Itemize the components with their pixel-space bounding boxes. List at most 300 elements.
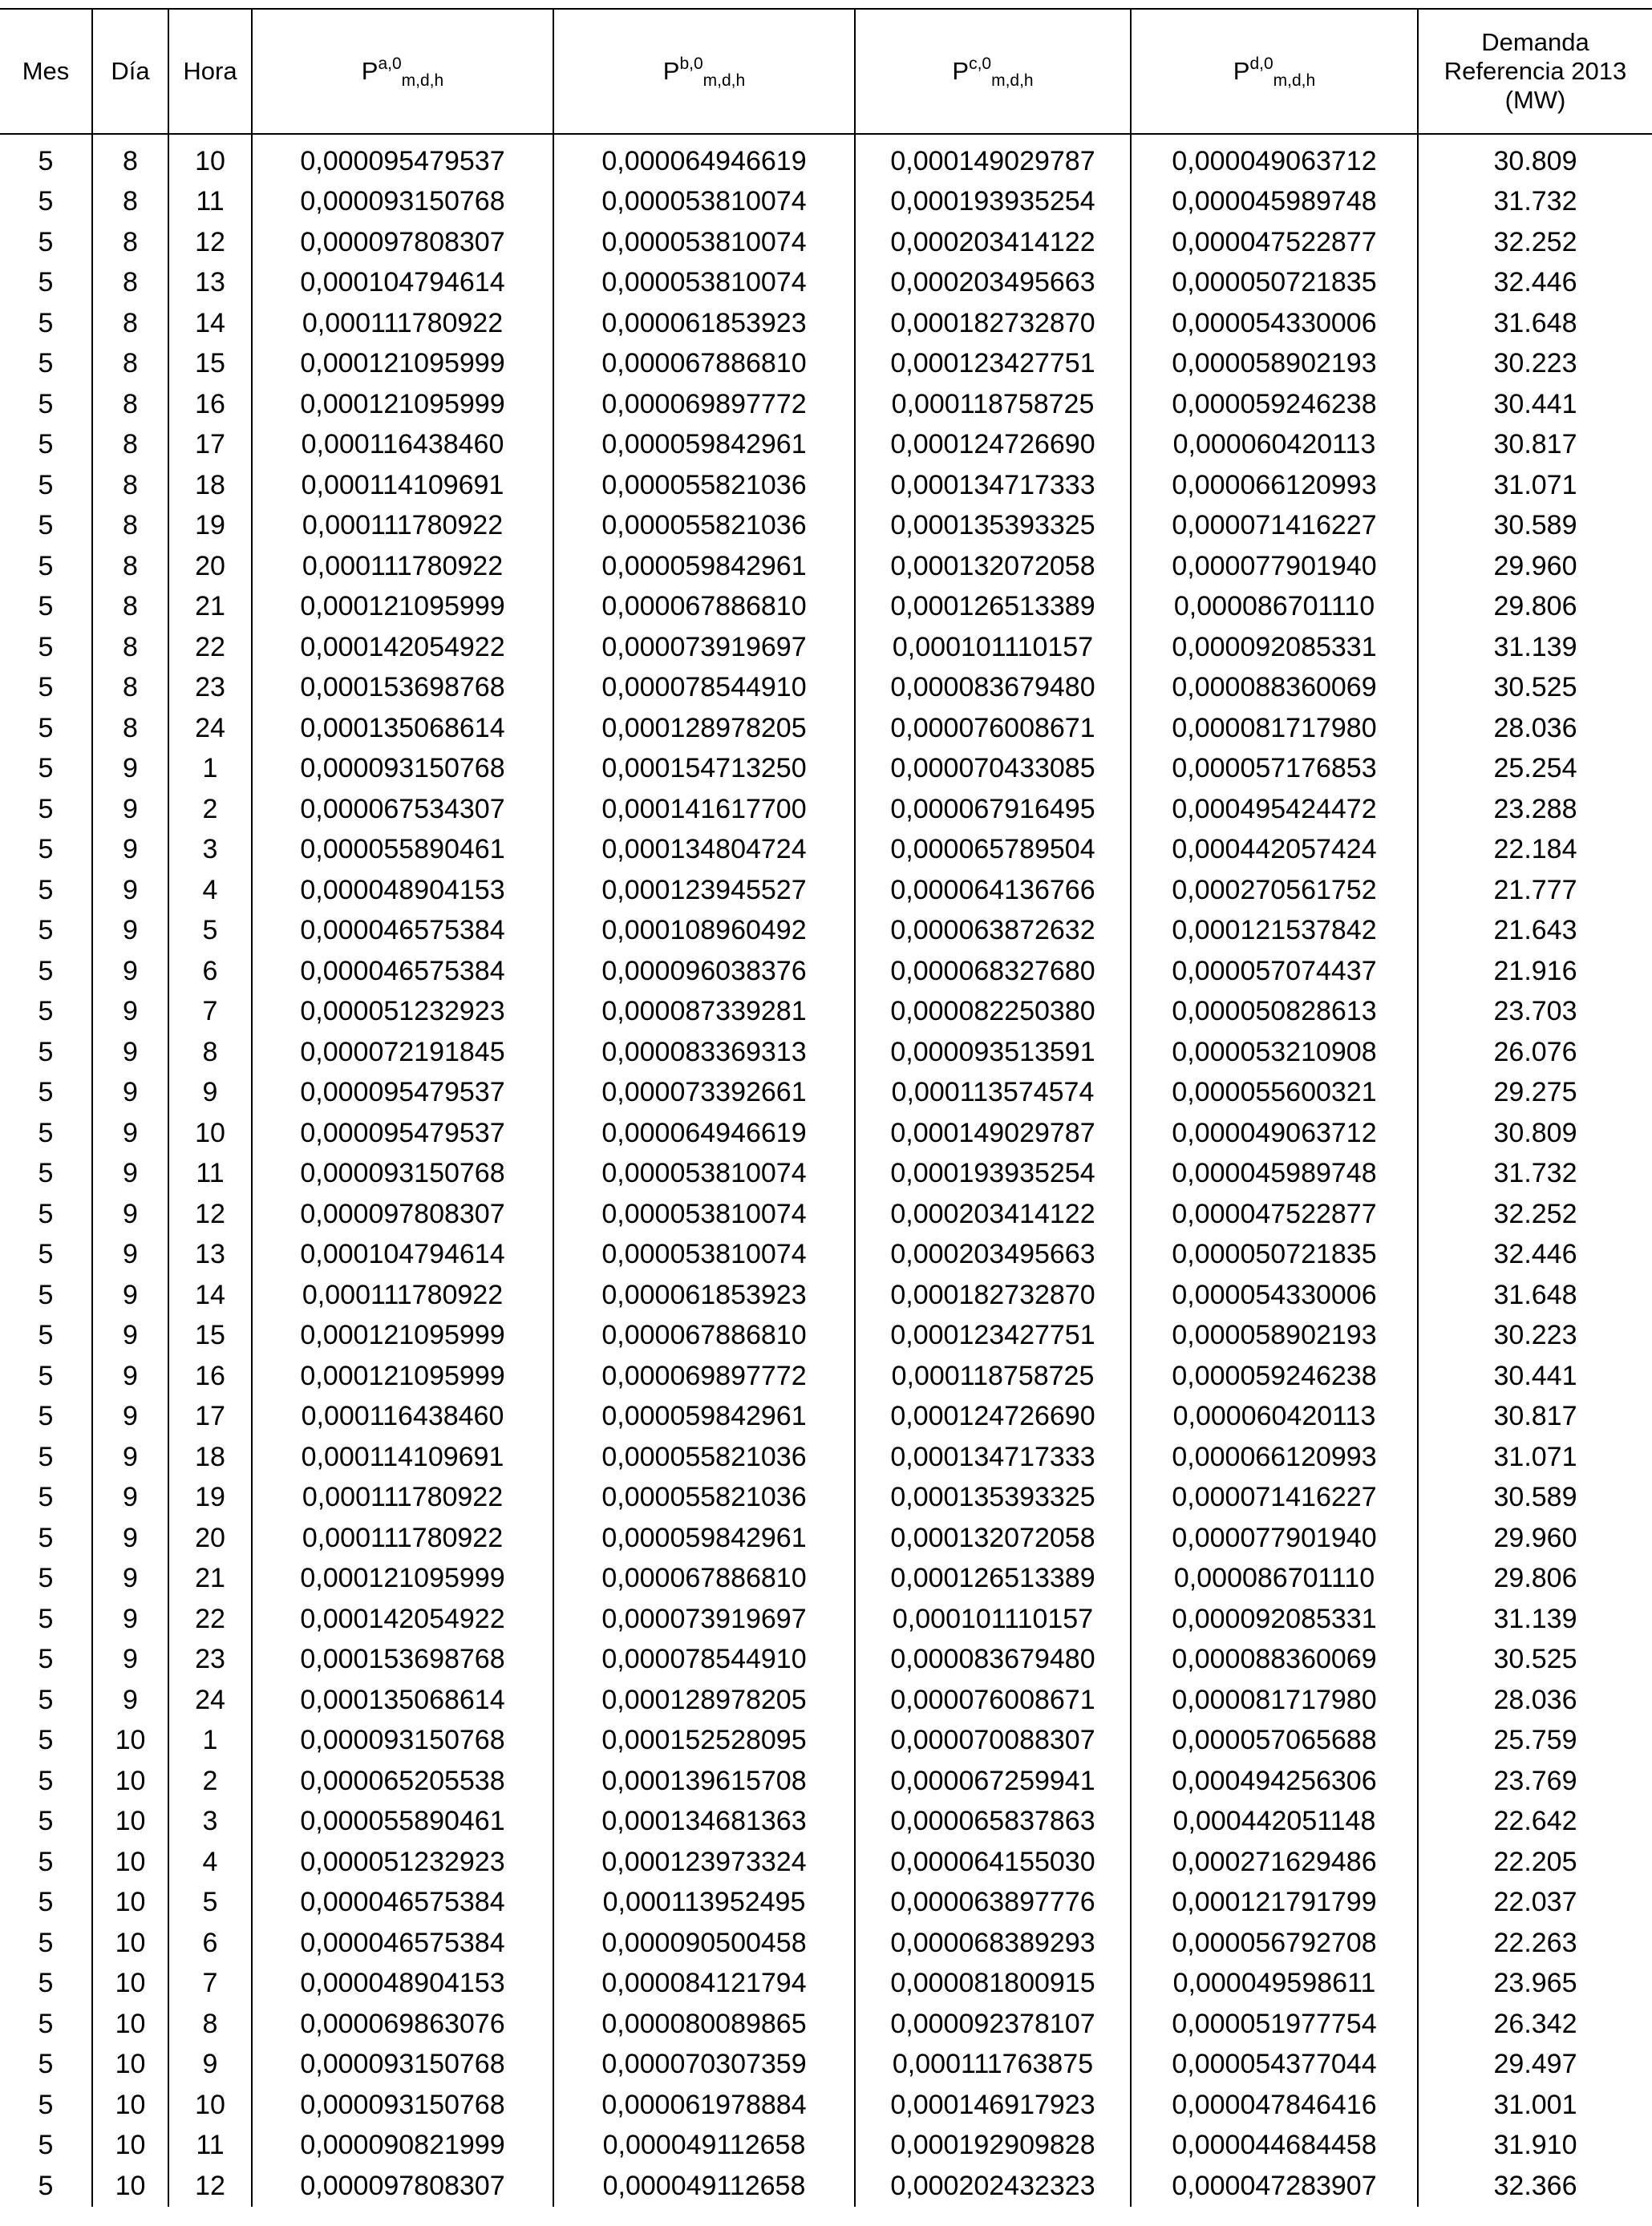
cell-pa: 0,000048904153 bbox=[252, 870, 553, 911]
cell-hora: 11 bbox=[168, 2126, 252, 2167]
cell-demanda: 31.071 bbox=[1418, 465, 1652, 506]
table-row bbox=[0, 749, 1652, 790]
cell-pb: 0,000134681363 bbox=[553, 1802, 855, 1843]
cell-hora: 12 bbox=[168, 2166, 252, 2207]
cell-dia: 9 bbox=[92, 1397, 168, 1438]
cell-demanda: 31.732 bbox=[1418, 182, 1652, 223]
cell-pb: 0,000087339281 bbox=[553, 992, 855, 1033]
cell-dia: 10 bbox=[92, 1883, 168, 1924]
cell-mes: 5 bbox=[38, 631, 54, 662]
cell-demanda: 32.252 bbox=[1418, 222, 1652, 263]
cell-demanda: 23.965 bbox=[1418, 1964, 1652, 2005]
cell-pd: 0,000071416227 bbox=[1131, 1478, 1418, 1519]
cell-hora: 15 bbox=[168, 1316, 252, 1357]
header-demanda bbox=[1418, 9, 1652, 134]
cell-dia: 8 bbox=[92, 222, 168, 263]
cell-pc: 0,000182732870 bbox=[855, 303, 1131, 344]
cell-pc: 0,000193935254 bbox=[855, 1154, 1131, 1195]
cell-pa: 0,000111780922 bbox=[252, 303, 553, 344]
cell-mes: 5 bbox=[38, 874, 54, 905]
cell-demanda: 30.441 bbox=[1418, 1356, 1652, 1397]
cell-demanda: 32.446 bbox=[1418, 1235, 1652, 1276]
cell-pc: 0,000203414122 bbox=[855, 1194, 1131, 1235]
table-row bbox=[0, 1356, 1652, 1397]
table-row bbox=[0, 465, 1652, 506]
cell-dia: 9 bbox=[92, 1275, 168, 1316]
cell-dia: 10 bbox=[92, 2166, 168, 2207]
cell-pb: 0,000073919697 bbox=[553, 627, 855, 668]
cell-demanda: 31.139 bbox=[1418, 1599, 1652, 1640]
cell-pb: 0,000055821036 bbox=[553, 1478, 855, 1519]
cell-dia: 8 bbox=[92, 627, 168, 668]
cell-mes: 5 bbox=[38, 469, 54, 500]
cell-pc: 0,000082250380 bbox=[855, 992, 1131, 1033]
cell-pc: 0,000081800915 bbox=[855, 1964, 1131, 2005]
table-row bbox=[0, 1883, 1652, 1924]
cell-demanda: 31.910 bbox=[1418, 2126, 1652, 2167]
cell-pb: 0,000055821036 bbox=[553, 465, 855, 506]
cell-pa: 0,000046575384 bbox=[252, 1883, 553, 1924]
header-row bbox=[0, 9, 1652, 134]
cell-pa: 0,000093150768 bbox=[252, 182, 553, 223]
cell-demanda: 23.703 bbox=[1418, 992, 1652, 1033]
cell-mes: 5 bbox=[38, 307, 54, 338]
cell-pa: 0,000111780922 bbox=[252, 546, 553, 587]
cell-pa: 0,000142054922 bbox=[252, 627, 553, 668]
cell-pd: 0,000442057424 bbox=[1131, 830, 1418, 871]
cell-pc: 0,000068327680 bbox=[855, 951, 1131, 992]
cell-hora: 12 bbox=[168, 222, 252, 263]
cell-pd: 0,000121537842 bbox=[1131, 911, 1418, 952]
table-row bbox=[0, 1275, 1652, 1316]
header-pc-base: P bbox=[952, 57, 970, 85]
cell-pa: 0,000048904153 bbox=[252, 1964, 553, 2005]
table-row bbox=[0, 992, 1652, 1033]
cell-mes: 5 bbox=[38, 2008, 54, 2039]
cell-pc: 0,000126513389 bbox=[855, 587, 1131, 628]
cell-hora: 11 bbox=[168, 182, 252, 223]
table-row bbox=[0, 1437, 1652, 1478]
cell-mes: 5 bbox=[38, 1482, 54, 1513]
header-pc-sub: m,d,h bbox=[991, 71, 1034, 90]
cell-pb: 0,000128978205 bbox=[553, 708, 855, 749]
cell-pc: 0,000123427751 bbox=[855, 1316, 1131, 1357]
cell-demanda: 29.275 bbox=[1418, 1073, 1652, 1114]
cell-pa: 0,000046575384 bbox=[252, 911, 553, 952]
cell-dia: 10 bbox=[92, 2004, 168, 2045]
cell-pc: 0,000203495663 bbox=[855, 1235, 1131, 1276]
table-row bbox=[0, 2085, 1652, 2126]
cell-dia: 9 bbox=[92, 1032, 168, 1073]
cell-pc: 0,000202432323 bbox=[855, 2166, 1131, 2207]
cell-demanda: 30.223 bbox=[1418, 344, 1652, 385]
cell-pa: 0,000046575384 bbox=[252, 951, 553, 992]
cell-pd: 0,000060420113 bbox=[1131, 1397, 1418, 1438]
cell-pa: 0,000121095999 bbox=[252, 1316, 553, 1357]
cell-mes: 5 bbox=[38, 2089, 54, 2120]
cell-pa: 0,000153698768 bbox=[252, 1640, 553, 1681]
cell-dia: 9 bbox=[92, 992, 168, 1033]
cell-hora: 17 bbox=[168, 1397, 252, 1438]
cell-pd: 0,000495424472 bbox=[1131, 789, 1418, 830]
cell-demanda: 31.071 bbox=[1418, 1437, 1652, 1478]
cell-pd: 0,000077901940 bbox=[1131, 546, 1418, 587]
cell-pc: 0,000083679480 bbox=[855, 1640, 1131, 1681]
cell-pc: 0,000113574574 bbox=[855, 1073, 1131, 1114]
cell-dia: 9 bbox=[92, 1154, 168, 1195]
cell-pb: 0,000067886810 bbox=[553, 1559, 855, 1600]
cell-dia: 10 bbox=[92, 1842, 168, 1883]
cell-pc: 0,000132072058 bbox=[855, 546, 1131, 587]
cell-pd: 0,000086701110 bbox=[1131, 587, 1418, 628]
cell-dia: 10 bbox=[92, 2045, 168, 2086]
cell-dia: 9 bbox=[92, 1316, 168, 1357]
cell-demanda: 22.205 bbox=[1418, 1842, 1652, 1883]
cell-demanda: 22.184 bbox=[1418, 830, 1652, 871]
header-mes: Mes bbox=[0, 9, 92, 134]
cell-hora: 24 bbox=[168, 1680, 252, 1721]
cell-dia: 10 bbox=[92, 1923, 168, 1964]
cell-pa: 0,000090821999 bbox=[252, 2126, 553, 2167]
cell-dia: 8 bbox=[92, 708, 168, 749]
cell-pa: 0,000142054922 bbox=[252, 1599, 553, 1640]
cell-hora: 22 bbox=[168, 1599, 252, 1640]
cell-pc: 0,000065837863 bbox=[855, 1802, 1131, 1843]
cell-pa: 0,000093150768 bbox=[252, 749, 553, 790]
table-row bbox=[0, 1478, 1652, 1519]
cell-mes: 5 bbox=[38, 388, 54, 419]
cell-dia: 8 bbox=[92, 134, 168, 182]
cell-pd: 0,000077901940 bbox=[1131, 1518, 1418, 1559]
cell-mes: 5 bbox=[38, 834, 54, 865]
cell-demanda: 30.589 bbox=[1418, 1478, 1652, 1519]
cell-demanda: 29.960 bbox=[1418, 546, 1652, 587]
table-row bbox=[0, 344, 1652, 385]
cell-mes: 5 bbox=[38, 955, 54, 986]
cell-dia: 9 bbox=[92, 1113, 168, 1154]
cell-pd: 0,000045989748 bbox=[1131, 182, 1418, 223]
table-row bbox=[0, 627, 1652, 668]
table-row bbox=[0, 1599, 1652, 1640]
table-row bbox=[0, 1923, 1652, 1964]
cell-dia: 8 bbox=[92, 344, 168, 385]
table-row bbox=[0, 708, 1652, 749]
table-row bbox=[0, 2166, 1652, 2207]
cell-pc: 0,000065789504 bbox=[855, 830, 1131, 871]
cell-demanda: 28.036 bbox=[1418, 1680, 1652, 1721]
cell-pb: 0,000084121794 bbox=[553, 1964, 855, 2005]
cell-dia: 8 bbox=[92, 546, 168, 587]
cell-pb: 0,000064946619 bbox=[553, 1113, 855, 1154]
cell-hora: 8 bbox=[168, 2004, 252, 2045]
cell-pd: 0,000057065688 bbox=[1131, 1721, 1418, 1762]
cell-pa: 0,000055890461 bbox=[252, 830, 553, 871]
cell-demanda: 31.732 bbox=[1418, 1154, 1652, 1195]
table-body bbox=[0, 134, 1652, 2207]
cell-mes: 5 bbox=[38, 1077, 54, 1108]
cell-pb: 0,000083369313 bbox=[553, 1032, 855, 1073]
cell-hora: 3 bbox=[168, 1802, 252, 1843]
cell-pa: 0,000104794614 bbox=[252, 263, 553, 304]
cell-mes: 5 bbox=[38, 793, 54, 824]
table-row bbox=[0, 870, 1652, 911]
cell-mes: 5 bbox=[38, 1684, 54, 1715]
cell-pc: 0,000063872632 bbox=[855, 911, 1131, 952]
cell-mes: 5 bbox=[38, 1401, 54, 1432]
cell-pb: 0,000139615708 bbox=[553, 1761, 855, 1802]
cell-demanda: 30.817 bbox=[1418, 1397, 1652, 1438]
cell-hora: 20 bbox=[168, 1518, 252, 1559]
cell-pd: 0,000047283907 bbox=[1131, 2166, 1418, 2207]
cell-dia: 9 bbox=[92, 789, 168, 830]
cell-demanda: 31.648 bbox=[1418, 1275, 1652, 1316]
cell-pc: 0,000111763875 bbox=[855, 2045, 1131, 2086]
cell-hora: 23 bbox=[168, 1640, 252, 1681]
cell-hora: 1 bbox=[168, 749, 252, 790]
cell-pc: 0,000134717333 bbox=[855, 465, 1131, 506]
cell-pa: 0,000093150768 bbox=[252, 2085, 553, 2126]
cell-pb: 0,000059842961 bbox=[553, 425, 855, 466]
cell-pb: 0,000055821036 bbox=[553, 1437, 855, 1478]
table-row bbox=[0, 1113, 1652, 1154]
cell-pd: 0,000086701110 bbox=[1131, 1559, 1418, 1600]
cell-hora: 14 bbox=[168, 1275, 252, 1316]
cell-pd: 0,000047522877 bbox=[1131, 222, 1418, 263]
cell-dia: 9 bbox=[92, 911, 168, 952]
cell-hora: 15 bbox=[168, 344, 252, 385]
cell-pb: 0,000090500458 bbox=[553, 1923, 855, 1964]
cell-pc: 0,000203414122 bbox=[855, 222, 1131, 263]
cell-hora: 12 bbox=[168, 1194, 252, 1235]
cell-demanda: 25.759 bbox=[1418, 1721, 1652, 1762]
cell-demanda: 21.777 bbox=[1418, 870, 1652, 911]
cell-pd: 0,000081717980 bbox=[1131, 1680, 1418, 1721]
cell-hora: 23 bbox=[168, 668, 252, 709]
cell-pc: 0,000070088307 bbox=[855, 1721, 1131, 1762]
cell-hora: 22 bbox=[168, 627, 252, 668]
cell-demanda: 32.252 bbox=[1418, 1194, 1652, 1235]
cell-pa: 0,000111780922 bbox=[252, 1275, 553, 1316]
cell-demanda: 30.809 bbox=[1418, 134, 1652, 182]
cell-mes: 5 bbox=[38, 1846, 54, 1877]
header-pa-sup: a,0 bbox=[378, 55, 402, 73]
cell-pd: 0,000270561752 bbox=[1131, 870, 1418, 911]
data-table bbox=[0, 8, 1652, 2207]
cell-hora: 18 bbox=[168, 1437, 252, 1478]
cell-pd: 0,000050828613 bbox=[1131, 992, 1418, 1033]
table-row bbox=[0, 1032, 1652, 1073]
table-row bbox=[0, 182, 1652, 223]
cell-dia: 10 bbox=[92, 1964, 168, 2005]
cell-mes: 5 bbox=[38, 186, 54, 217]
cell-pa: 0,000051232923 bbox=[252, 1842, 553, 1883]
cell-pc: 0,000126513389 bbox=[855, 1559, 1131, 1600]
cell-mes: 5 bbox=[38, 1360, 54, 1391]
cell-hora: 3 bbox=[168, 830, 252, 871]
cell-hora: 6 bbox=[168, 951, 252, 992]
cell-pd: 0,000050721835 bbox=[1131, 263, 1418, 304]
cell-demanda: 22.642 bbox=[1418, 1802, 1652, 1843]
cell-mes: 5 bbox=[38, 267, 54, 298]
cell-pb: 0,000152528095 bbox=[553, 1721, 855, 1762]
cell-pd: 0,000058902193 bbox=[1131, 344, 1418, 385]
cell-pb: 0,000059842961 bbox=[553, 1518, 855, 1559]
table-row bbox=[0, 425, 1652, 466]
cell-pa: 0,000135068614 bbox=[252, 1680, 553, 1721]
cell-pc: 0,000135393325 bbox=[855, 506, 1131, 547]
cell-demanda: 22.263 bbox=[1418, 1923, 1652, 1964]
cell-hora: 1 bbox=[168, 1721, 252, 1762]
cell-pd: 0,000047522877 bbox=[1131, 1194, 1418, 1235]
cell-pc: 0,000063897776 bbox=[855, 1883, 1131, 1924]
cell-hora: 19 bbox=[168, 506, 252, 547]
cell-dia: 9 bbox=[92, 830, 168, 871]
header-pd-sub: m,d,h bbox=[1273, 71, 1316, 90]
cell-pc: 0,000083679480 bbox=[855, 668, 1131, 709]
cell-pb: 0,000053810074 bbox=[553, 1154, 855, 1195]
cell-pb: 0,000070307359 bbox=[553, 2045, 855, 2086]
cell-pc: 0,000149029787 bbox=[855, 1113, 1131, 1154]
cell-pb: 0,000067886810 bbox=[553, 1316, 855, 1357]
cell-demanda: 30.441 bbox=[1418, 384, 1652, 425]
cell-hora: 9 bbox=[168, 2045, 252, 2086]
cell-pc: 0,000124726690 bbox=[855, 425, 1131, 466]
cell-pb: 0,000053810074 bbox=[553, 222, 855, 263]
table-row bbox=[0, 384, 1652, 425]
cell-dia: 9 bbox=[92, 870, 168, 911]
cell-hora: 10 bbox=[168, 2085, 252, 2126]
cell-pc: 0,000146917923 bbox=[855, 2085, 1131, 2126]
table-row bbox=[0, 951, 1652, 992]
cell-pa: 0,000093150768 bbox=[252, 1721, 553, 1762]
table-row bbox=[0, 2004, 1652, 2045]
cell-pa: 0,000135068614 bbox=[252, 708, 553, 749]
cell-pa: 0,000055890461 bbox=[252, 1802, 553, 1843]
cell-pc: 0,000067259941 bbox=[855, 1761, 1131, 1802]
cell-pd: 0,000049598611 bbox=[1131, 1964, 1418, 2005]
cell-pa: 0,000114109691 bbox=[252, 465, 553, 506]
cell-demanda: 29.806 bbox=[1418, 587, 1652, 628]
cell-pb: 0,000059842961 bbox=[553, 1397, 855, 1438]
cell-dia: 8 bbox=[92, 263, 168, 304]
cell-pa: 0,000065205538 bbox=[252, 1761, 553, 1802]
header-pc-sup: c,0 bbox=[969, 55, 992, 73]
cell-demanda: 32.366 bbox=[1418, 2166, 1652, 2207]
cell-pc: 0,000093513591 bbox=[855, 1032, 1131, 1073]
cell-pb: 0,000061853923 bbox=[553, 303, 855, 344]
cell-demanda: 30.589 bbox=[1418, 506, 1652, 547]
table-row bbox=[0, 789, 1652, 830]
cell-demanda: 30.223 bbox=[1418, 1316, 1652, 1357]
cell-pa: 0,000067534307 bbox=[252, 789, 553, 830]
header-demanda-line-1: Demanda bbox=[1481, 28, 1589, 56]
table-row bbox=[0, 506, 1652, 547]
cell-hora: 24 bbox=[168, 708, 252, 749]
cell-demanda: 26.342 bbox=[1418, 2004, 1652, 2045]
cell-pc: 0,000118758725 bbox=[855, 1356, 1131, 1397]
cell-pd: 0,000054330006 bbox=[1131, 303, 1418, 344]
cell-pd: 0,000271629486 bbox=[1131, 1842, 1418, 1883]
cell-hora: 5 bbox=[168, 911, 252, 952]
header-demanda-line-3: (MW) bbox=[1504, 86, 1566, 114]
cell-pa: 0,000153698768 bbox=[252, 668, 553, 709]
cell-dia: 9 bbox=[92, 1437, 168, 1478]
cell-mes: 5 bbox=[38, 753, 54, 784]
cell-pb: 0,000049112658 bbox=[553, 2166, 855, 2207]
cell-demanda: 22.037 bbox=[1418, 1883, 1652, 1924]
cell-mes: 5 bbox=[38, 1279, 54, 1310]
cell-mes: 5 bbox=[38, 672, 54, 703]
cell-dia: 9 bbox=[92, 749, 168, 790]
cell-pa: 0,000072191845 bbox=[252, 1032, 553, 1073]
cell-dia: 9 bbox=[92, 1073, 168, 1114]
cell-dia: 8 bbox=[92, 465, 168, 506]
cell-pc: 0,000132072058 bbox=[855, 1518, 1131, 1559]
cell-mes: 5 bbox=[38, 1320, 54, 1351]
cell-dia: 10 bbox=[92, 1802, 168, 1843]
cell-pc: 0,000149029787 bbox=[855, 134, 1131, 182]
cell-hora: 5 bbox=[168, 1883, 252, 1924]
cell-mes: 5 bbox=[38, 1522, 54, 1553]
cell-mes: 5 bbox=[38, 1968, 54, 1999]
cell-pd: 0,000092085331 bbox=[1131, 627, 1418, 668]
header-pa-sub: m,d,h bbox=[401, 71, 444, 90]
cell-pa: 0,000116438460 bbox=[252, 1397, 553, 1438]
table-row bbox=[0, 1235, 1652, 1276]
cell-dia: 8 bbox=[92, 587, 168, 628]
cell-pc: 0,000067916495 bbox=[855, 789, 1131, 830]
cell-pb: 0,000055821036 bbox=[553, 506, 855, 547]
table-row bbox=[0, 1761, 1652, 1802]
cell-mes: 5 bbox=[38, 1036, 54, 1067]
cell-pb: 0,000069897772 bbox=[553, 1356, 855, 1397]
cell-pb: 0,000073392661 bbox=[553, 1073, 855, 1114]
cell-pd: 0,000059246238 bbox=[1131, 384, 1418, 425]
cell-mes: 5 bbox=[38, 550, 54, 581]
cell-pc: 0,000101110157 bbox=[855, 1599, 1131, 1640]
header-pa-base: P bbox=[361, 57, 379, 85]
cell-pd: 0,000121791799 bbox=[1131, 1883, 1418, 1924]
cell-pa: 0,000116438460 bbox=[252, 425, 553, 466]
cell-pd: 0,000051977754 bbox=[1131, 2004, 1418, 2045]
cell-pb: 0,000049112658 bbox=[553, 2126, 855, 2167]
cell-dia: 8 bbox=[92, 303, 168, 344]
cell-dia: 9 bbox=[92, 1640, 168, 1681]
table-row bbox=[0, 1397, 1652, 1438]
header-pb-sub: m,d,h bbox=[703, 71, 746, 90]
cell-mes: 5 bbox=[38, 145, 54, 176]
table-row bbox=[0, 303, 1652, 344]
cell-pa: 0,000111780922 bbox=[252, 506, 553, 547]
cell-hora: 14 bbox=[168, 303, 252, 344]
cell-pc: 0,000135393325 bbox=[855, 1478, 1131, 1519]
cell-pa: 0,000114109691 bbox=[252, 1437, 553, 1478]
table-row bbox=[0, 1194, 1652, 1235]
cell-demanda: 25.254 bbox=[1418, 749, 1652, 790]
cell-pa: 0,000097808307 bbox=[252, 2166, 553, 2207]
cell-pc: 0,000064136766 bbox=[855, 870, 1131, 911]
cell-pb: 0,000113952495 bbox=[553, 1883, 855, 1924]
cell-dia: 8 bbox=[92, 425, 168, 466]
cell-pd: 0,000050721835 bbox=[1131, 1235, 1418, 1276]
table-row bbox=[0, 1559, 1652, 1600]
cell-pb: 0,000154713250 bbox=[553, 749, 855, 790]
table-row bbox=[0, 1073, 1652, 1114]
cell-pc: 0,000182732870 bbox=[855, 1275, 1131, 1316]
cell-demanda: 30.809 bbox=[1418, 1113, 1652, 1154]
cell-dia: 9 bbox=[92, 1680, 168, 1721]
table-row bbox=[0, 134, 1652, 182]
